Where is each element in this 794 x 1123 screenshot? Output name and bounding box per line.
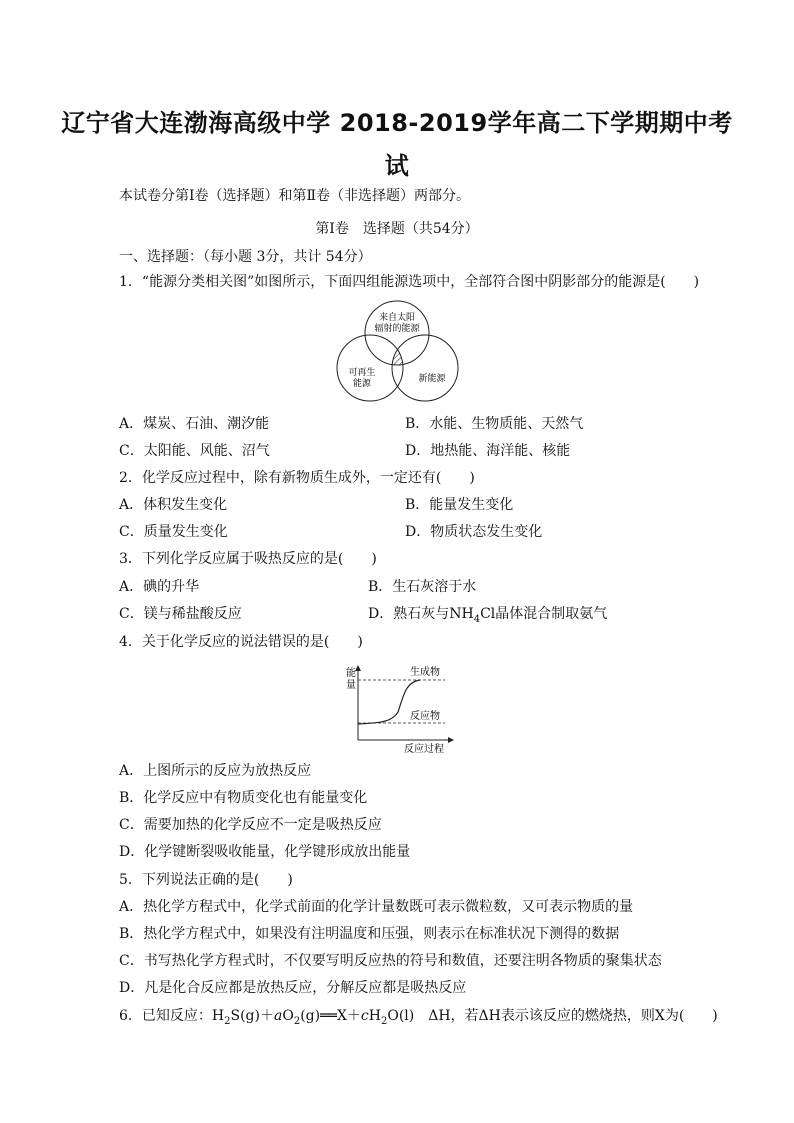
q2-option-d: D．物质状态发生变化 <box>405 524 543 540</box>
venn-label-solar-2: 辐射的能源 <box>374 324 420 334</box>
q6-stem: 6．已知反应：$H_2S(g)+aO_2(g)══X+cH_2O(l)$ ΔH，若ΔH表示该反应的燃烧热，则X为( ) <box>119 1008 718 1027</box>
page-title: 辽宁省大连渤海高级中学 2018-2019学年高二下学期期中考 <box>61 109 733 137</box>
q5-option-b: B．热化学方程式中，如果没有注明温度和压强，则表示在标准状况下测得的数据 <box>119 926 620 942</box>
q4-option-d: D．化学键断裂吸收能量，化学键形成放出能量 <box>119 844 411 860</box>
q4-option-c: C．需要加热的化学反应不一定是吸热反应 <box>119 817 382 833</box>
venn-label-renewable-1: 可再生 <box>348 368 376 378</box>
circle-new-energy <box>392 335 458 401</box>
q3-stem: 3．下列化学反应属于吸热反应的是( ) <box>119 551 377 567</box>
q3-option-d: D．熟石灰与$NH_4Cl$晶体混合制取氨气 <box>368 606 608 625</box>
q5-stem: 5．下列说法正确的是( ) <box>119 872 293 888</box>
q2-stem: 2．化学反应过程中，除有新物质生成外，一定还有( ) <box>119 470 475 486</box>
q1-option-b: B．水能、生物质能、天然气 <box>405 416 584 432</box>
q4-stem: 4．关于化学反应的说法错误的是( ) <box>119 634 363 650</box>
venn-diagram <box>330 298 465 406</box>
q1-stem: 1．“能源分类相关图”如图所示，下面四组能源选项中，全部符合图中阴影部分的能源是( ) <box>119 274 700 290</box>
q2-option-a: A．体积发生变化 <box>119 497 228 513</box>
q4-option-b: B．化学反应中有物质变化也有能量变化 <box>119 790 368 806</box>
page-title-continued: 试 <box>384 152 410 180</box>
venn-label-new-energy: 新能源 <box>418 374 446 384</box>
q1-option-d: D．地热能、海洋能、核能 <box>405 443 571 459</box>
q3-option-c: C．镁与稀盐酸反应 <box>119 606 242 622</box>
part-heading: 一、选择题：（每小题 3分，共计 54分） <box>119 249 372 265</box>
q2-option-b: B．能量发生变化 <box>405 497 514 513</box>
q3-option-b: B．生石灰溶于水 <box>368 579 477 595</box>
q5-option-c: C．书写热化学方程式时，不仅要写明反应热的符号和数值，还要注明各物质的聚集状态 <box>119 953 662 969</box>
q2-option-c: C．质量发生变化 <box>119 524 228 540</box>
x-axis-label: 反应过程 <box>404 744 444 755</box>
venn-label-renewable-2: 能源 <box>352 379 372 389</box>
q4-option-a: A．上图所示的反应为放热反应 <box>119 763 312 779</box>
q1-option-c: C．太阳能、风能、沼气 <box>119 443 270 459</box>
reactant-label: 反应物 <box>410 711 440 722</box>
intro-text: 本试卷分第Ⅰ卷（选择题）和第Ⅱ卷（非选择题）两部分。 <box>119 188 471 204</box>
product-label: 生成物 <box>410 667 440 678</box>
q5-option-a: A．热化学方程式中，化学式前面的化学计量数既可表示微粒数，又可表示物质的量 <box>119 899 634 915</box>
energy-diagram <box>340 660 460 755</box>
q3-option-a: A．碘的升华 <box>119 579 200 595</box>
y-axis-label-1: 能 <box>346 668 356 679</box>
q5-option-d: D．凡是化合反应都是放热反应，分解反应都是吸热反应 <box>119 980 467 996</box>
venn-label-solar-1: 来自太阳 <box>378 313 416 323</box>
q1-option-a: A．煤炭、石油、潮汐能 <box>119 416 270 432</box>
y-axis-label-2: 量 <box>346 680 356 691</box>
section-header: 第Ⅰ卷 选择题（共54分） <box>315 221 479 237</box>
